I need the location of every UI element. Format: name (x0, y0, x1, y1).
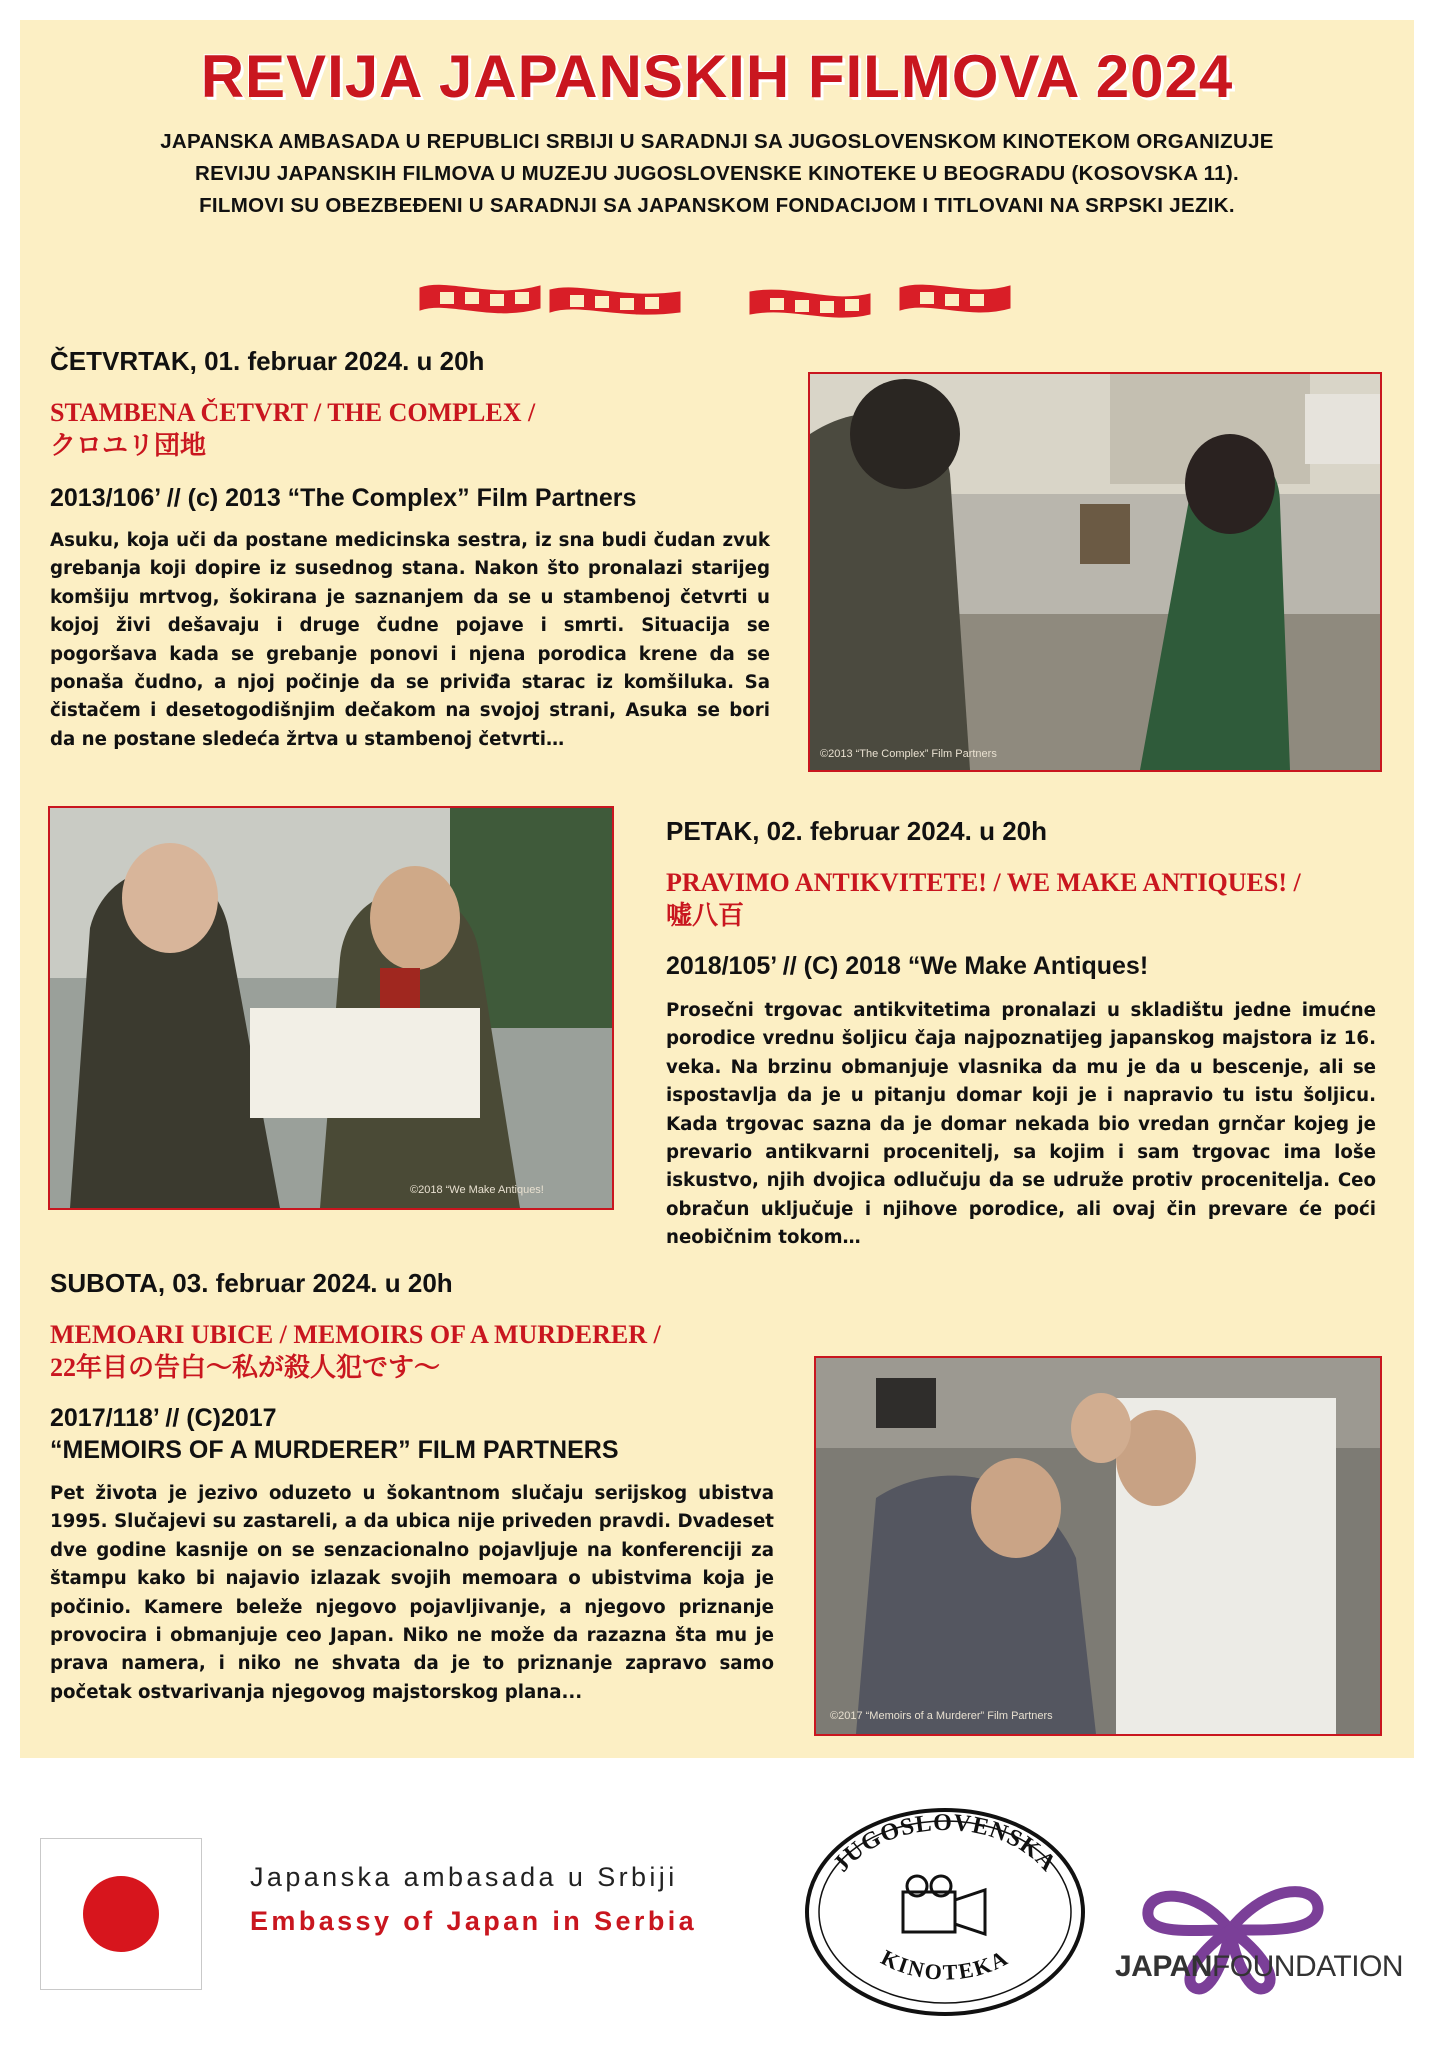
film-1-description: Asuku, koja uči da postane medicinska sestra, iz sna budi čudan zvuk grebanja koji dopire iz susednog stana. Nakon što pronalazi starijeg komšiju mrtvog, šokirana je saznanjem da se u stambenoj četvrti u kojoj živi dešavaju i druge čudne pojave i smrti. Situacija se pogoršava kada se grebanje ponovi i njena porodica krene da se ponaša čudno, a njoj počinje da se priviđa starac iz komšiluka. Sa čistačem i desetogodišnjim dečakom na svojoj strani, Asuka se bori da ne postane sledeća žrtva u stambenoj četvrti… (50, 530, 770, 750)
film-3-info-line: 2017/118’ // (C)2017 (50, 1404, 277, 1432)
svg-text:KINOTEKA (877, 1944, 1013, 1984)
film-1-photo (808, 372, 1382, 772)
japan-foundation-logotype (1115, 1950, 1403, 1984)
japan-foundation-butterfly-icon (1100, 1830, 1360, 2030)
film-3-info (50, 1402, 810, 1466)
film-1-info (50, 482, 790, 514)
japan-flag-icon (40, 1838, 202, 1990)
film-3-date: SUBOTA, 03. februar 2024. u 20h (50, 1268, 453, 1298)
film-2-info-line: 2018/105’ // (C) 2018 “We Make Antiques! (666, 952, 1149, 980)
film-2-title-line: 嘘八百 (666, 901, 745, 930)
film-strip-decoration (20, 270, 1414, 330)
film-2-description: Prosečni trgovac antikvitetima pronalazi u skladištu jedne imućne porodice vrednu šoljicu čaja najpoznatijeg japanskog majstora iz 16. veka. Na brzinu obmanjuje vlasnika da mu je da u bescenje, ali se ispostavlja da je u pitanju domar koji je i napravio tu istu šoljicu. Kada trgovac sazna da je domar nekada bio vredan grnčar kojeg je prevario antikvarni procenitelj, sa kojim i sam trgovac ima loše iskustvo, njih dvojica odlučuju da se udruže protiv procenitelja. Ceo obračun uključuje i njihove porodice, ali ovaj čin prevare će poći neobičnim tokom… (666, 1000, 1376, 1249)
jf-light-text: FOUNDATION (1211, 1950, 1404, 1983)
svg-text:JUGOSLOVENSKA (828, 1810, 1061, 1877)
film-2-photo (48, 806, 614, 1210)
film-1-photo-credit: ©2013 “The Complex” Film Partners (820, 748, 997, 760)
film-1-title-line: クロユリ団地 (50, 431, 207, 460)
film-1-title (50, 396, 790, 462)
film-1-title-line: STAMBENA ČETVRT / THE COMPLEX / (50, 398, 536, 427)
film-3-title (50, 1318, 810, 1384)
jf-bold-text: JAPAN (1115, 1950, 1212, 1983)
intro-line: REVIJU JAPANSKIH FILMOVA U MUZEJU JUGOSLOVENSKE KINOTEKE U BEOGRADU (KOSOVSKA 11). (194, 162, 1240, 185)
poster-title: REVIJA JAPANSKIH FILMOVA 2024 (200, 43, 1234, 110)
kinoteka-top-text: JUGOSLOVENSKA (828, 1809, 1062, 1878)
film-2-title (666, 866, 1396, 932)
intro-line: FILMOVI SU OBEZBEĐENI U SARADNJI SA JAPANSKOM FONDACIJOM I TITLOVANI NA SRPSKI JEZIK. (199, 194, 1235, 217)
intro-text (60, 126, 1374, 222)
embassy-name-serbian: Japanska ambasada u Srbiji (250, 1862, 678, 1892)
film-1-date: ČETVRTAK, 01. februar 2024. u 20h (50, 346, 485, 376)
film-3-info-line: “MEMOIRS OF A MURDERER” FILM PARTNERS (50, 1436, 619, 1464)
film-projector-icon (903, 1876, 985, 1934)
film-3-title-line: MEMOARI UBICE / MEMOIRS OF A MURDERER / (50, 1320, 661, 1349)
film-2-photo-credit: ©2018 “We Make Antiques! (410, 1184, 544, 1196)
film-3-description: Pet života je jezivo oduzeto u šokantnom slučaju serijskog ubistva 1995. Slučajevi su zastareli, a da ubica nije priveden pravdi. Dvadeset dve godine kasnije on se senzacionalno pojavljuje na konferenciji za štampu kako bi najavio izlazak svojih memoara o ubistvima koja je počinio. Kamere beleže njegovo pojavljivanje, a njegovo priznanje provocira i obmanjuje ceo Japan. Niko ne može da razazna šta mu je prava namera, i niko ne shvata da je to priznanje zapravo samo početak ostvarivanja njegovog majstorskog plana... (50, 1483, 774, 1703)
kinoteka-bottom-text: KINOTEKA (877, 1944, 1013, 1985)
embassy-name-english: Embassy of Japan in Serbia (250, 1906, 698, 1936)
film-2-title-line: PRAVIMO ANTIKVITETE! / WE MAKE ANTIQUES! / (666, 868, 1301, 897)
film-2-date: PETAK, 02. februar 2024. u 20h (666, 816, 1047, 846)
film-3-title-line: 22年目の告白～私が殺人犯です～ (50, 1353, 441, 1382)
intro-line: JAPANSKA AMBASADA U REPUBLICI SRBIJI U SARADNJI SA JUGOSLOVENSKOM KINOTEKOM ORGANIZUJE (160, 130, 1274, 153)
film-3-photo (814, 1356, 1382, 1736)
film-3-photo-credit: ©2017 “Memoirs of a Murderer” Film Partners (830, 1710, 1053, 1722)
poster (20, 20, 1414, 1758)
flag-sun (83, 1876, 159, 1952)
film-1-info-line: 2013/106’ // (c) 2013 “The Complex” Film Partners (50, 484, 637, 512)
kinoteka-logo (795, 1800, 1095, 2025)
film-2-info (666, 950, 1396, 982)
